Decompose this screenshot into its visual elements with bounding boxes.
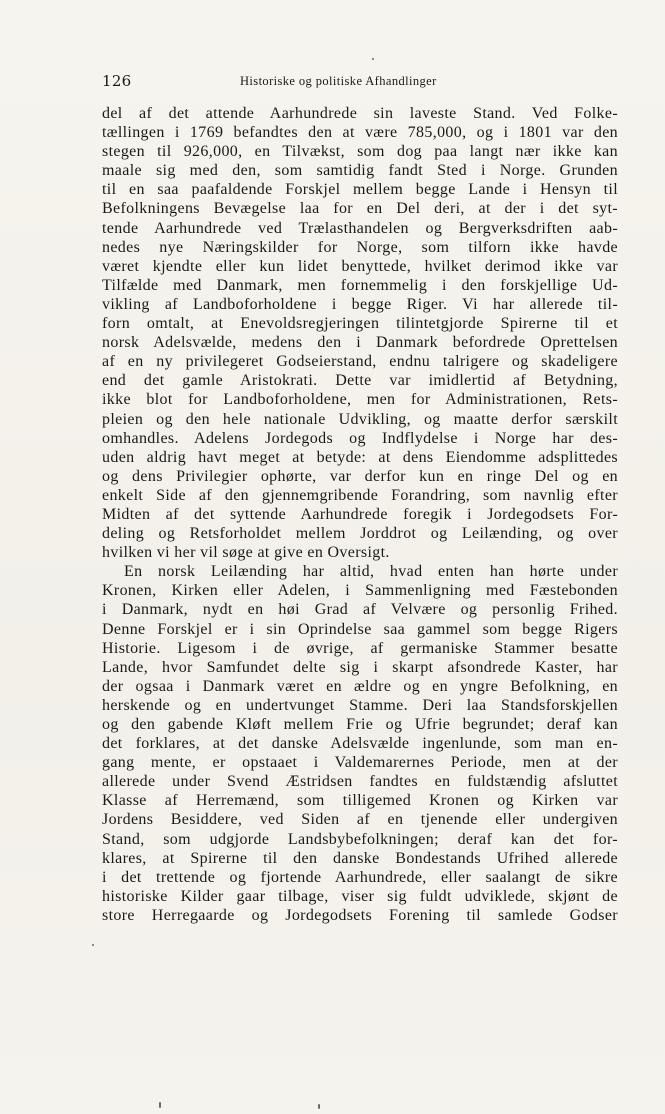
text-line: i Danmark, nydt en høi Grad af Velvære og personlig Frihed. — [102, 601, 618, 619]
text-line: Midten af det syttende Aarhundrede foregik i Jordegodsets For- — [102, 505, 618, 523]
text-line: der ogsaa i Danmark været en ældre og en yngre Befolkning, en — [102, 677, 618, 695]
text-line: Denne Forskjel er i sin Oprindelse saa gammel som begge Rigers — [102, 620, 618, 638]
text-line: Kronen, Kirken eller Adelen, i Sammenligning med Fæstebonden — [102, 582, 618, 600]
text-line: allerede under Svend Æstridsen fandtes en fuldstændig afsluttet — [102, 773, 618, 791]
text-line: norsk Adelsvælde, medens den i Danmark befordrede Oprettelsen — [102, 334, 618, 352]
text-line: maale sig med den, som samtidig fandt Sted i Norge. Grunden — [102, 162, 618, 180]
text-line: af en ny privilegeret Godseierstand, endnu talrigere og skadeligere — [102, 353, 618, 371]
text-line: Historie. Ligesom i de øvrige, af germaniske Stammer besatte — [102, 639, 618, 657]
text-line: og den gabende Kløft mellem Frie og Ufrie begrundet; deraf kan — [102, 716, 618, 733]
text-line: til en saa paafaldende Forskjel mellem begge Lande i Hensyn til — [102, 181, 618, 199]
text-line: ikke blot for Landboforholdene, men for Administrationen, Rets- — [102, 391, 618, 409]
paper-speck — [92, 944, 94, 946]
text-line: enkelt Side af den gjennemgribende Forandring, som navnlig efter — [102, 486, 618, 504]
text-line: vikling af Landboforholdene i begge Riger. Vi har allerede til- — [102, 295, 618, 313]
text-line: deling og Retsforholdet mellem Jorddrot og Leilænding, og over — [102, 525, 618, 543]
text-line: tællingen i 1769 befandtes den at være 785,000, og i 1801 var den — [102, 124, 618, 142]
text-line: historiske Kilder gaar tilbage, viser sig fuldt udviklede, skjønt de — [102, 887, 618, 905]
text-line: end det gamle Aristokrati. Dette var imidlertid af Betydning, — [102, 372, 618, 390]
body-text — [102, 104, 618, 925]
text-line: hvilken vi her vil søge at give en Oversigt. — [102, 544, 390, 562]
text-line: En norsk Leilænding har altid, hvad enten han hørte under — [124, 563, 618, 581]
text-line: stegen til 926,000, en Tilvækst, som dog paa langt nær ikke kan — [102, 143, 618, 161]
text-line: det forklares, at det danske Adelsvælde ingenlunde, som man en- — [102, 735, 618, 753]
text-line: pleien og den hele nationale Udvikling, og maatte derfor særskilt — [102, 410, 618, 428]
text-line: forn omtalt, at Enevoldsregjeringen tilintetgjorde Spirerne til et — [102, 315, 618, 333]
text-line: gang mente, er opstaaet i Valdemarernes Periode, men at der — [102, 754, 618, 772]
text-line: Jordens Besiddere, ved Siden af en tjenende eller undergiven — [102, 811, 618, 829]
paper-speck — [372, 58, 374, 60]
paper-speck — [318, 1104, 320, 1109]
text-line: tende Aarhundrede ved Trælasthandelen og Bergverksdriften aab- — [102, 219, 618, 237]
text-line: herskende og en undertvunget Stamme. Deri laa Standsforskjellen — [102, 696, 618, 714]
text-line: Klasse af Herremænd, som tilligemed Kronen og Kirken var — [102, 792, 618, 810]
page-number: 126 — [102, 72, 132, 90]
text-line: omhandles. Adelens Jordegods og Indflydelse i Norge har des- — [102, 429, 618, 447]
running-title: Historiske og politiske Afhandlinger — [240, 74, 437, 88]
text-line: Befolkningens Bevægelse laa for en Del deri, at der i det syt- — [102, 200, 618, 218]
paper-speck — [159, 1102, 161, 1108]
paragraph-2 — [102, 562, 618, 925]
text-line: store Herregaarde og Jordegodsets Forening til samlede Godser — [102, 906, 618, 924]
page-header — [102, 72, 618, 94]
text-line: Tilfælde med Danmark, men fornemmelig i den forskjellige Ud- — [102, 276, 618, 294]
text-line: nedes nye Næringskilder for Norge, som tilforn ikke havde — [102, 238, 618, 256]
text-line: været kjendte eller kun lidet benyttede, hvilket derimod ikke var — [102, 257, 618, 275]
text-line: Lande, hvor Samfundet delte sig i skarpt afsondrede Kaster, har — [102, 658, 618, 676]
text-line: uden aldrig havt meget at betyde: at dens Eiendomme adsplittedes — [102, 448, 618, 466]
paragraph-1 — [102, 104, 618, 562]
text-line: del af det attende Aarhundrede sin laveste Stand. Ved Folke- — [102, 105, 618, 122]
text-line: og dens Privilegier ophørte, var derfor kun en ringe Del og en — [102, 467, 618, 485]
text-line: i det trettende og fjortende Aarhundrede, eller saalangt de sikre — [102, 868, 618, 886]
text-line: klares, at Spirerne til den danske Bondestands Ufrihed allerede — [102, 849, 618, 867]
text-line: Stand, som udgjorde Landsbybefolkningen; deraf kan det for- — [102, 830, 618, 848]
